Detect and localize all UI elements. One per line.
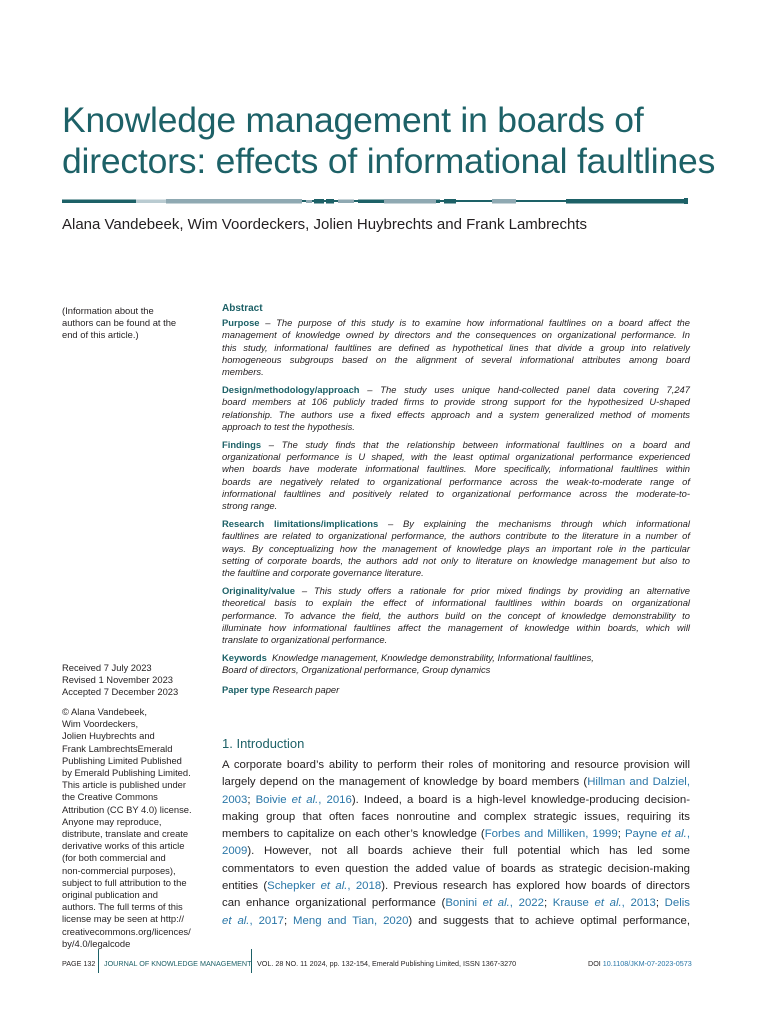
body-line: [222, 792, 690, 809]
abstract-section: [222, 439, 690, 512]
body-line: [222, 913, 690, 930]
abstract-text: management of knowledge owned by directors and the consequences on organizational performance. In: [222, 329, 690, 341]
abstract-text: ways. By conceptualizing how the management of knowledge plays an important role in the particular: [222, 542, 690, 554]
body-text: A corporate board’s ability to perform their roles of monitoring and resource provision will: [222, 759, 690, 771]
abstract-text: setting of corporate boards, the authors add not only to literature on knowledge management but also to: [222, 554, 690, 566]
abstract-text: This study offers a rationale for prior mixed findings by providing an alternative: [313, 585, 690, 597]
license-line: Anyone may reproduce,: [62, 815, 162, 827]
author-info-note: [62, 305, 176, 342]
license-line: Publishing Limited Published: [62, 754, 182, 766]
abstract-line: [222, 439, 690, 451]
abstract-text: performance. To advance the field, the authors build on the concept of knowledge demonstrability to: [222, 609, 690, 621]
license-line: non-commercial purposes),: [62, 864, 176, 876]
abstract-text: the faultline and corporate governance literature.: [222, 567, 424, 579]
abstract-section-dash: –: [259, 317, 277, 329]
license-line: original publication and: [62, 889, 158, 901]
citation-link[interactable]: Bonini: [445, 897, 483, 910]
doi-label: DOI: [588, 959, 601, 968]
body-text: members to capitalize on each other’s knowledge (: [222, 828, 485, 841]
citation-link[interactable]: Hillman and Dalziel,: [587, 776, 690, 789]
abstract-line: [222, 354, 690, 366]
license-line: by/4.0/legalcode: [62, 937, 131, 949]
abstract-line: [222, 555, 690, 567]
abstract-line: [222, 396, 690, 408]
abstract-section-label: Purpose: [222, 317, 260, 329]
license-line: Wim Voordeckers,: [62, 718, 139, 730]
license-line: creativecommons.org/licences/: [62, 925, 191, 937]
citation-link[interactable]: , 2016: [318, 793, 352, 806]
body-text: ) and suggests that to achieve optimal performance,: [408, 914, 690, 927]
abstract-text: organizational performance is U shaped, with the least optimal organizational performance experienced: [222, 451, 690, 463]
body-text: making group that often faces nonroutine and complex strategic issues, requiring its: [222, 810, 690, 823]
license-line: Jolien Huybrechts and: [62, 730, 155, 742]
abstract-line: [222, 329, 690, 341]
body-line: [222, 895, 690, 912]
abstract-heading: Abstract: [222, 303, 263, 314]
abstract-line: [222, 488, 690, 500]
citation-link[interactable]: Krause: [552, 897, 595, 910]
license-line: This article is published under: [62, 779, 187, 791]
abstract-text: this study, informational faultlines are defined as hypothetical lines that divide a group into relatively: [222, 341, 690, 353]
abstract-line: [222, 530, 690, 542]
abstract-section-dash: –: [378, 518, 403, 530]
abstract-text: members.: [222, 366, 264, 378]
abstract-text: relationship. The authors use a fixed effects approach and a system generalized method of moments: [222, 408, 690, 420]
citation-link[interactable]: Forbes and Milliken, 1999: [484, 828, 618, 841]
body-text: ;: [283, 914, 294, 927]
introduction-body: [222, 757, 690, 930]
title-line-1: Knowledge management in boards of: [62, 100, 644, 140]
volume-info: VOL. 28 NO. 11 2024, pp. 132-154, Emerald Publishing Limited, ISSN 1367-3270: [257, 959, 517, 968]
abstract-text: strong range.: [222, 500, 278, 512]
abstract-text: homogeneous subgroups based on the alignment of several informational attributes among board: [222, 353, 690, 365]
abstract-text: The purpose of this study is to examine how informational faultlines on a board affect the: [276, 317, 690, 329]
citation-link[interactable]: , 2018: [347, 880, 382, 893]
citation-link[interactable]: 2003: [222, 793, 248, 806]
abstract-sections: [222, 317, 690, 646]
abstract-text: theoretical basis to explain the effect of informational faultlines within boards on organizational: [222, 597, 690, 609]
paper-type: [222, 684, 690, 696]
abstract-section-dash: –: [294, 585, 314, 597]
abstract-section-label: Findings: [222, 439, 262, 451]
accepted-date: Accepted 7 December 2023: [62, 686, 179, 698]
body-text: ). Previous research has explored how boards of directors: [381, 880, 690, 893]
doi: [588, 959, 692, 968]
body-line: [222, 826, 690, 843]
revised-date: Revised 1 November 2023: [62, 674, 173, 686]
license-line: distribute, translate and create: [62, 828, 189, 840]
citation-link[interactable]: et al.: [661, 828, 687, 841]
abstract-line: [222, 634, 690, 646]
abstract-line: [222, 567, 690, 579]
body-text: ). However, not all boards achieve their full potential which has led some: [247, 845, 690, 858]
citation-link[interactable]: , 2013: [621, 897, 656, 910]
license-line: by Emerald Publishing Limited.: [62, 767, 191, 779]
abstract-section: [222, 518, 690, 579]
abstract-line: [222, 610, 690, 622]
abstract-text: faultlines are related to organizational performance, the authors contribute to the literature in a number of: [222, 530, 690, 542]
keywords-line-2: Board of directors, Organizational performance, Group dynamics: [222, 664, 491, 676]
article-title: [62, 100, 722, 182]
body-line: [222, 861, 690, 878]
license-line: derivative works of this article: [62, 840, 185, 852]
abstract-section: [222, 585, 690, 646]
abstract-section-label: Design/methodology/approach: [222, 384, 360, 396]
abstract-text: The study uses unique hand-collected panel data covering 7,247: [380, 384, 690, 396]
footer-divider: [251, 949, 252, 973]
side-line: (Information about the: [62, 305, 154, 316]
citation-link[interactable]: Delis: [664, 897, 690, 910]
body-text: commentators to even question the added value of boards as strategic decision-making: [222, 862, 690, 875]
body-text: ;: [543, 897, 553, 910]
citation-link[interactable]: ,: [686, 828, 690, 841]
abstract: [222, 303, 690, 702]
license-line: © Alana Vandebeek,: [62, 706, 147, 717]
abstract-text: translate to organizational performance.: [222, 634, 388, 646]
abstract-section-dash: –: [261, 439, 282, 451]
abstract-text: boards are negatively related to organizational performance across the weak-to-moderate range of: [222, 475, 690, 487]
abstract-section-label: Research limitations/implications: [222, 518, 379, 530]
body-line: [222, 843, 690, 860]
abstract-line: [222, 622, 690, 634]
body-line: [222, 878, 690, 895]
abstract-line: [222, 463, 690, 475]
citation-link[interactable]: et al.: [320, 880, 348, 893]
abstract-line: [222, 451, 690, 463]
license-line: subject to full attribution to the: [62, 876, 187, 888]
license-line: (for both commercial and: [62, 852, 166, 864]
body-text: ). Indeed, a board is a high-level knowledge-producing decision-: [351, 793, 690, 806]
abstract-text: By explaining the mechanisms through which informational: [402, 518, 690, 530]
citation-link[interactable]: , 2022: [509, 897, 544, 910]
abstract-line: [222, 317, 690, 329]
abstract-line: [222, 476, 690, 488]
citation-link[interactable]: et al.: [222, 914, 250, 927]
body-text: entities (: [222, 880, 268, 893]
body-line: [222, 757, 690, 774]
abstract-section: [222, 317, 690, 378]
citation-link[interactable]: et al.: [594, 897, 622, 910]
abstract-text: approach to test the hypothesis.: [222, 420, 355, 432]
license-line: license may be seen at http://: [62, 913, 184, 925]
abstract-section: [222, 384, 690, 433]
abstract-line: [222, 597, 690, 609]
abstract-text: informational faultlines and positively related to organizational performance across the moderate-to-: [222, 487, 690, 499]
body-text: ;: [247, 793, 256, 806]
abstract-line: [222, 342, 690, 354]
abstract-line: [222, 366, 690, 378]
abstract-line: [222, 585, 690, 597]
section-heading-introduction: 1. Introduction: [222, 736, 305, 751]
keywords-line-1: Knowledge management, Knowledge demonstrability, Informational faultlines,: [272, 652, 594, 664]
citation-link[interactable]: Schepker: [267, 880, 321, 893]
abstract-line: [222, 384, 690, 396]
received-date: Received 7 July 2023: [62, 662, 152, 673]
abstract-text: when boards have moderate informational faultlines. More specifically, informational faultlines within: [222, 463, 690, 475]
license-note: [62, 706, 192, 950]
submission-dates: [62, 662, 178, 699]
citation-link[interactable]: Payne: [624, 828, 662, 841]
footer-divider: [98, 949, 99, 973]
paper-type-value: Research paper: [272, 683, 340, 695]
citation-link[interactable]: Boivie: [255, 793, 292, 806]
abstract-section-label: Originality/value: [222, 585, 295, 597]
citation-link[interactable]: , 2017: [249, 914, 284, 927]
keywords: [222, 652, 690, 676]
body-text: can enhance organizational performance (: [222, 897, 446, 910]
abstract-text: board members at 106 publicly traded firms to provide strong support for the hypothesized U-shaped: [222, 396, 690, 408]
abstract-section-dash: –: [359, 384, 381, 396]
title-line-2: directors: effects of informational faultlines: [62, 141, 716, 181]
citation-link[interactable]: et al.: [291, 793, 319, 806]
abstract-line: [222, 500, 690, 512]
doi-link[interactable]: 10.1108/JKM-07-2023-0573: [602, 959, 692, 968]
body-line: [222, 774, 690, 791]
abstract-line: [222, 421, 690, 433]
license-line: Attribution (CC BY 4.0) license.: [62, 803, 192, 815]
author-list: Alana Vandebeek, Wim Voordeckers, Jolien Huybrechts and Frank Lambrechts: [62, 216, 587, 233]
page-number: PAGE 132: [62, 959, 96, 968]
side-line: end of this article.): [62, 329, 139, 341]
abstract-line: [222, 518, 690, 530]
abstract-text: The study finds that the relationship between informational faultlines on a board and: [281, 439, 690, 451]
body-text: ;: [617, 828, 625, 841]
abstract-line: [222, 543, 690, 555]
journal-name: JOURNAL OF KNOWLEDGE MANAGEMENT: [104, 959, 252, 968]
decorative-title-rule: [62, 196, 688, 206]
body-text: ;: [655, 897, 665, 910]
license-line: the Creative Commons: [62, 791, 158, 803]
keywords-label: Keywords: [222, 652, 267, 664]
abstract-text: illuminate how informational faultlines affect the management of knowledge within boards, which will: [222, 621, 690, 633]
license-line: authors. The full terms of this: [62, 901, 183, 913]
abstract-line: [222, 409, 690, 421]
license-line: Frank LambrechtsEmerald: [62, 742, 173, 754]
body-text: largely depend on the management of knowledge by board members (: [222, 776, 588, 789]
paper-type-label: Paper type: [222, 683, 270, 695]
citation-link[interactable]: 2009: [222, 845, 248, 858]
citation-link[interactable]: et al.: [482, 897, 510, 910]
citation-link[interactable]: Meng and Tian, 2020: [293, 914, 409, 927]
body-line: [222, 809, 690, 826]
side-line: authors can be found at the: [62, 317, 177, 329]
